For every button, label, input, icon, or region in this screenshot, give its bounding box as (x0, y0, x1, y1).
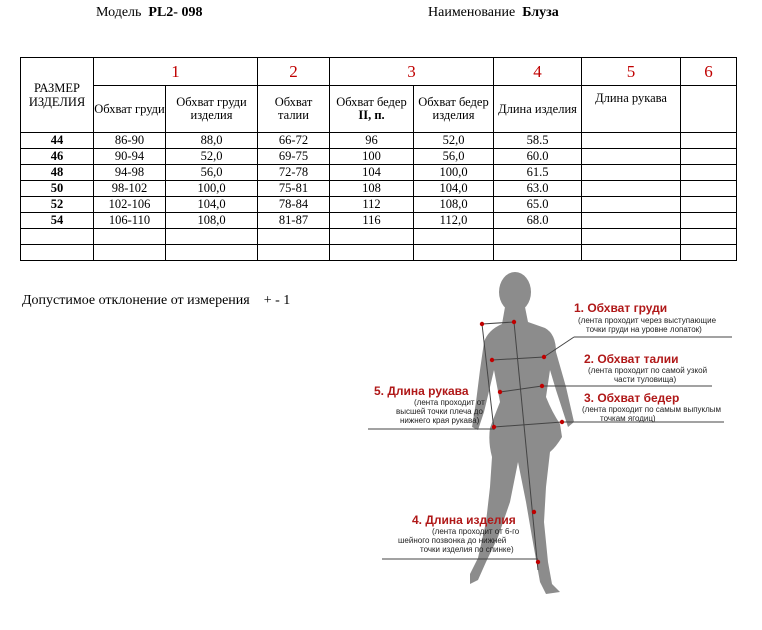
cell-hips: 104 (330, 165, 414, 181)
cell-col6 (681, 133, 737, 149)
label-sleeve-desc-1: (лента проходит от (414, 398, 485, 407)
model-label: Модель (96, 5, 142, 20)
cell-hips-garment: 100,0 (414, 165, 494, 181)
cell-chest-garment: 88,0 (166, 133, 258, 149)
label-waist-desc-2: части туловища) (614, 375, 677, 384)
model-header (96, 5, 202, 21)
cell-waist: 81-87 (258, 213, 330, 229)
cell-length: 58.5 (494, 133, 582, 149)
cell-col6 (681, 165, 737, 181)
cell-chest-garment: 100,0 (166, 181, 258, 197)
column-number-5: 5 (582, 58, 681, 86)
cell-length: 60.0 (494, 149, 582, 165)
table-row (21, 213, 737, 229)
label-chest-desc-2: точки груди на уровне лопаток) (586, 325, 702, 334)
cell-sleeve (582, 165, 681, 181)
cell-chest: 106-110 (94, 213, 166, 229)
cell-length: 65.0 (494, 197, 582, 213)
label-sleeve-desc-3: нижнего края рукава) (400, 416, 480, 425)
header-chest-garment: Обхват груди изделия (166, 86, 258, 133)
table-row (21, 149, 737, 165)
name-label: Наименование (428, 5, 516, 20)
table-row (21, 133, 737, 149)
name-value: Блуза (522, 5, 559, 20)
measurement-figure (360, 262, 760, 602)
cell-hips-garment: 56,0 (414, 149, 494, 165)
column-number-1: 1 (94, 58, 258, 86)
cell-hips: 108 (330, 181, 414, 197)
cell-col6 (681, 149, 737, 165)
cell-waist: 78-84 (258, 197, 330, 213)
cell-size: 46 (21, 149, 94, 165)
cell-waist: 75-81 (258, 181, 330, 197)
cell-chest: 90-94 (94, 149, 166, 165)
table-row-empty (21, 245, 737, 261)
header-hips-garment: Обхват бедер изделия (414, 86, 494, 133)
label-length-desc-3: точки изделия по спинке) (420, 545, 514, 554)
cell-hips-garment: 108,0 (414, 197, 494, 213)
column-number-4: 4 (494, 58, 582, 86)
cell-col6 (681, 197, 737, 213)
size-header-line1: РАЗМЕР (33, 81, 81, 95)
size-header-line2: ИЗДЕЛИЯ (28, 95, 86, 109)
cell-chest: 94-98 (94, 165, 166, 181)
label-chest-desc-1: (лента проходит через выступающие (578, 316, 717, 325)
cell-length: 63.0 (494, 181, 582, 197)
cell-size: 52 (21, 197, 94, 213)
cell-col6 (681, 181, 737, 197)
cell-hips: 100 (330, 149, 414, 165)
label-length-desc-1: (лента проходит от 6-го (432, 527, 520, 536)
cell-chest: 102-106 (94, 197, 166, 213)
label-waist: 2. Обхват талии (584, 352, 679, 366)
cell-chest-garment: 104,0 (166, 197, 258, 213)
cell-chest: 86-90 (94, 133, 166, 149)
cell-length: 68.0 (494, 213, 582, 229)
cell-waist: 72-78 (258, 165, 330, 181)
cell-col6 (681, 213, 737, 229)
header-length: Длина изделия (494, 86, 582, 133)
model-value: PL2- 098 (148, 5, 203, 20)
header-hips-line1: Обхват бедер (336, 95, 407, 109)
cell-sleeve (582, 197, 681, 213)
name-header (428, 5, 559, 21)
cell-sleeve (582, 149, 681, 165)
cell-hips: 96 (330, 133, 414, 149)
size-table (20, 57, 737, 261)
column-number-2: 2 (258, 58, 330, 86)
label-sleeve-desc-2: высшей точки плеча до (396, 407, 483, 416)
header-sleeve: Длина рукава (582, 86, 681, 133)
label-hips: 3. Обхват бедер (584, 391, 680, 405)
label-length: 4. Длина изделия (412, 513, 516, 527)
label-sleeve: 5. Длина рукава (374, 384, 469, 398)
table-row (21, 165, 737, 181)
cell-hips-garment: 104,0 (414, 181, 494, 197)
label-chest: 1. Обхват груди (574, 301, 668, 315)
cell-waist: 69-75 (258, 149, 330, 165)
cell-size: 44 (21, 133, 94, 149)
label-hips-desc-1: (лента проходит по самым выпуклым (582, 405, 722, 414)
cell-size: 54 (21, 213, 94, 229)
header-hips-line2: II, п. (358, 108, 385, 122)
header-chest: Обхват груди (94, 86, 166, 133)
cell-hips-garment: 112,0 (414, 213, 494, 229)
label-waist-desc-1: (лента проходит по самой узкой (588, 366, 708, 375)
cell-hips: 116 (330, 213, 414, 229)
header-empty (681, 86, 737, 133)
size-header-cell (21, 58, 94, 133)
cell-sleeve (582, 181, 681, 197)
cell-size: 50 (21, 181, 94, 197)
cell-sleeve (582, 213, 681, 229)
table-row (21, 197, 737, 213)
header-hips (330, 86, 414, 133)
table-row (21, 181, 737, 197)
cell-length: 61.5 (494, 165, 582, 181)
label-length-desc-2: шейного позвонка до нижней (398, 536, 507, 545)
column-number-3: 3 (330, 58, 494, 86)
cell-chest-garment: 108,0 (166, 213, 258, 229)
cell-size: 48 (21, 165, 94, 181)
column-number-6: 6 (681, 58, 737, 86)
header-waist: Обхват талии (258, 86, 330, 133)
cell-hips: 112 (330, 197, 414, 213)
cell-chest-garment: 56,0 (166, 165, 258, 181)
cell-chest-garment: 52,0 (166, 149, 258, 165)
cell-sleeve (582, 133, 681, 149)
cell-hips-garment: 52,0 (414, 133, 494, 149)
table-row-empty (21, 229, 737, 245)
cell-chest: 98-102 (94, 181, 166, 197)
label-hips-desc-2: точкам ягодиц) (600, 414, 656, 423)
cell-waist: 66-72 (258, 133, 330, 149)
tolerance-note: Допустимое отклонение от измерения + - 1 (22, 293, 291, 308)
